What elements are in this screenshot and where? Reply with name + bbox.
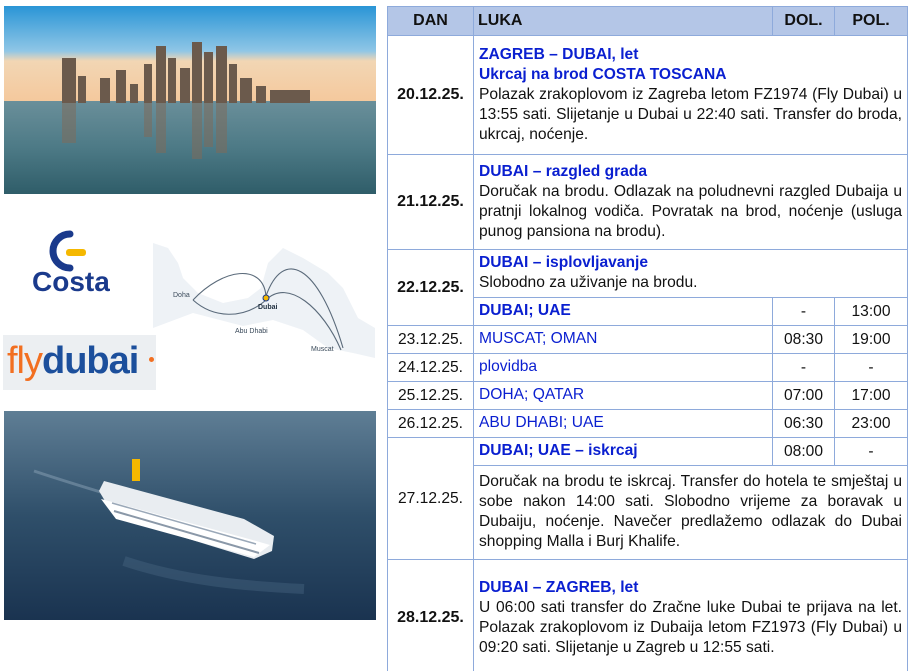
table-row [388,250,908,298]
row-text: Doručak na brodu. Odlazak na poludnevni razgled Dubaija u pratnji lokalnog vodiča. Povratak na brod, noćenje (usluga punog pansiona na brodu). [479,182,902,240]
table-row [388,410,908,438]
row-title: DUBAI – razgled grada [479,162,648,180]
row-arrival: - [773,298,835,326]
table-row [388,155,908,250]
row-departure: 23:00 [835,410,908,438]
map-label-doha: Doha [173,292,190,299]
row-date: 28.12.25. [388,560,474,671]
costa-logo [12,222,132,312]
table-row [388,354,908,382]
costa-logo-text: Costa [32,266,110,297]
flydubai-logo-dubai: dubai [42,340,139,382]
row-description [474,250,908,298]
header-dan: DAN [388,7,474,36]
row-text: U 06:00 sati transfer do Zračne luke Dubai te prijava na let. Polazak zrakoplovom iz Dubaija letom FZ1973 (Fly Dubai) u 09:20 sati. Slijetanje u Zagreb u 12:55 sati. [479,598,902,656]
dubai-skyline-photo [4,6,376,194]
row-title: DUBAI – ZAGREB, let [479,578,639,596]
row-text: Slobodno za uživanje na brodu. [479,274,698,291]
row-arrival: - [773,354,835,382]
row-date: 26.12.25. [388,410,474,438]
row-text: Doručak na brodu te iskrcaj. Transfer do hotela te smještaj u sobe nakon 14:00 sati. Slobodno vrijeme za boravak u Dubaiju, noćenje. Navečer predlažemo odlazak do Dubai shopping Malla i Burj Khalife. [474,466,908,560]
itinerary-table [387,6,908,671]
dubai-marker-icon [263,295,269,301]
row-arrival: 07:00 [773,382,835,410]
row-arrival: 08:00 [773,438,835,466]
row-date: 20.12.25. [388,36,474,155]
row-departure: 17:00 [835,382,908,410]
row-port: DUBAI; UAE [474,298,773,326]
row-port: plovidba [474,354,773,382]
table-row [388,560,908,671]
row-date: 27.12.25. [388,438,474,560]
map-label-muscat: Muscat [311,346,334,353]
row-arrival: 06:30 [773,410,835,438]
row-port: MUSCAT; OMAN [474,326,773,354]
header-pol: POL. [835,7,908,36]
row-date: 21.12.25. [388,155,474,250]
row-date: 23.12.25. [388,326,474,354]
row-description [474,36,908,155]
row-title: DUBAI; UAE – iskrcaj [474,438,773,466]
table-row [388,326,908,354]
flydubai-dot-icon [149,357,154,362]
header-dol: DOL. [773,7,835,36]
map-label-dubai: Dubai [258,304,278,311]
row-port: DOHA; QATAR [474,382,773,410]
row-departure: - [835,354,908,382]
costa-c-logo-icon [53,234,86,268]
row-description [474,155,908,250]
row-departure: 13:00 [835,298,908,326]
flydubai-logo-fly: fly [7,340,42,382]
row-date: 24.12.25. [388,354,474,382]
row-title: ZAGREB – DUBAI, let [479,45,639,63]
table-row [388,382,908,410]
row-date: 25.12.25. [388,382,474,410]
row-title: DUBAI – isplovljavanje [479,254,648,271]
table-header-row [388,7,908,36]
flydubai-logo [3,335,156,390]
row-date: 22.12.25. [388,250,474,326]
row-arrival: 08:30 [773,326,835,354]
row-port: ABU DHABI; UAE [474,410,773,438]
row-text: Polazak zrakoplovom iz Zagreba letom FZ1974 (Fly Dubai) u 13:55 sati. Slijetanje u Dubai u 22:40 sati. Transfer do broda, ukrcaj, noćenje. [479,85,902,143]
table-row [388,36,908,155]
header-luka: LUKA [474,7,773,36]
row-departure: - [835,438,908,466]
cruise-route-map [153,208,375,393]
row-departure: 19:00 [835,326,908,354]
row-subtitle: Ukrcaj na brod COSTA TOSCANA [479,65,727,83]
table-row [388,438,908,466]
map-label-abu-dhabi: Abu Dhabi [235,328,268,335]
cruise-ship-photo [4,411,376,620]
row-description [474,560,908,671]
